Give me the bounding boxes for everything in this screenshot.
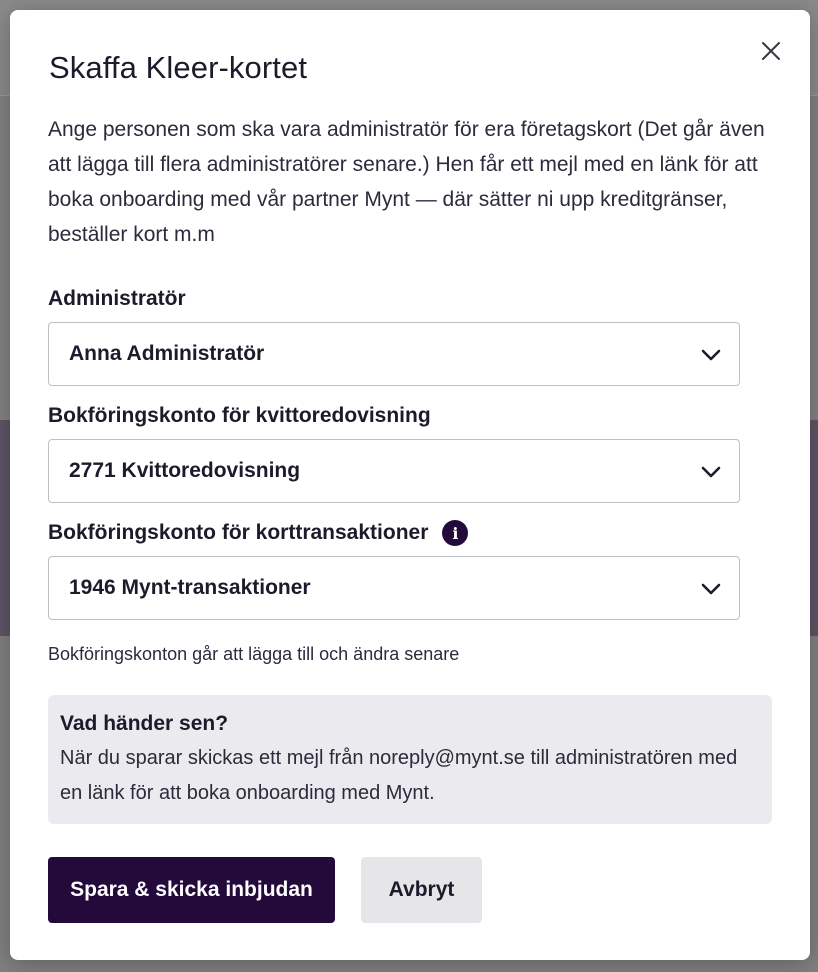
chevron-down-icon: [700, 579, 722, 599]
dialog-title: Skaffa Kleer-kortet: [49, 50, 308, 85]
card-account-label-text: Bokföringskonto för korttransaktioner: [48, 521, 429, 544]
info-box-title: Vad händer sen?: [60, 712, 229, 735]
chevron-down-icon: [700, 462, 722, 482]
card-account-select[interactable]: [48, 556, 740, 620]
what-happens-next-box: [48, 695, 772, 824]
receipt-account-label: Bokföringskonto för kvittoredovisning: [48, 404, 431, 427]
card-account-value: 1946 Mynt-transaktioner: [69, 576, 311, 599]
dialog-intro: Ange personen som ska vara administratör för era företagskort (Det går även att lägga till flera administratörer senare.) Hen får ett mejl med en länk för att boka onboarding med vår partner Mynt — där sätter ni upp kreditgränser, beställer kort m.m: [48, 118, 765, 246]
info-icon[interactable]: i: [442, 520, 468, 546]
cancel-button[interactable]: Avbryt: [361, 857, 482, 923]
card-account-label: [48, 520, 468, 546]
administrator-label: Administratör: [48, 287, 186, 310]
kleer-card-dialog: [10, 10, 810, 960]
administrator-select[interactable]: [48, 322, 740, 386]
receipt-account-select[interactable]: [48, 439, 740, 503]
info-box-text: När du sparar skickas ett mejl från noreply@mynt.se till administratören med en länk för att boka onboarding med Mynt.: [60, 747, 738, 804]
save-send-invite-button[interactable]: Spara & skicka inbjudan: [48, 857, 335, 923]
receipt-account-value: 2771 Kvittoredovisning: [69, 459, 301, 482]
close-icon[interactable]: [760, 40, 782, 62]
chevron-down-icon: [700, 345, 722, 365]
accounts-hint: Bokföringskonton går att lägga till och ändra senare: [48, 644, 460, 664]
administrator-value: Anna Administratör: [69, 342, 265, 365]
